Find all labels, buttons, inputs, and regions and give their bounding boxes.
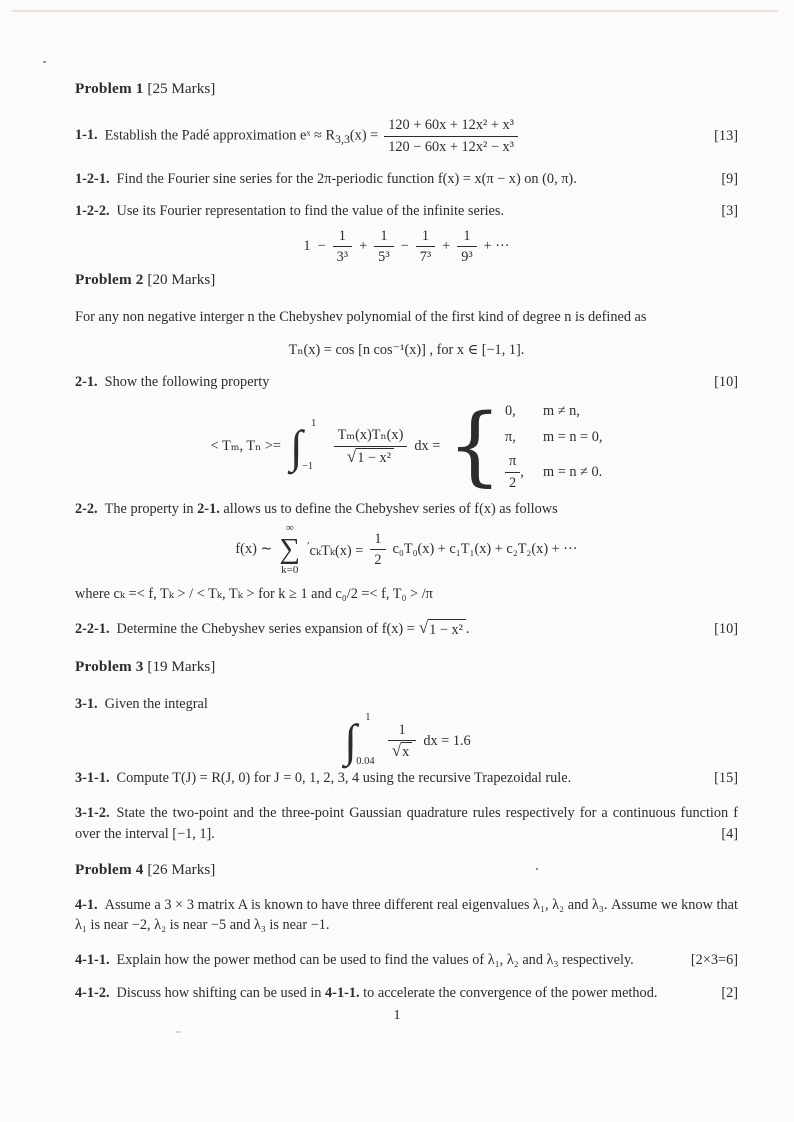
orthogonality-display — [75, 401, 738, 493]
radical-sign — [392, 742, 412, 762]
question-number: 3-1-1. — [75, 770, 110, 787]
fraction-denominator: 2 — [509, 474, 517, 491]
question-1-1-text — [75, 116, 704, 156]
question-1-2-1 — [75, 169, 738, 190]
radicand: √ x — [401, 742, 412, 762]
fraction-denominator — [388, 741, 416, 762]
series-operator: + — [442, 238, 451, 255]
summation-sign — [279, 535, 300, 564]
fraction-numerator: Tₘ(x)Tₙ(x) — [334, 426, 408, 447]
question-3-1-2 — [75, 803, 738, 844]
fraction-numerator: 120 + 60x + 12x² + x³ — [384, 116, 518, 137]
question-1-2-2 — [75, 201, 738, 222]
page-content — [75, 78, 738, 1004]
series-operator: + — [359, 238, 368, 255]
math-expression: dx = 1.6 — [423, 733, 471, 750]
question-reference: 2-1. — [197, 500, 220, 517]
question-number: 4-1-1. — [75, 952, 110, 969]
question-1-1 — [75, 116, 738, 156]
one-half-fraction — [370, 530, 385, 570]
fraction-denominator: 9³ — [461, 249, 473, 266]
definite-integral — [342, 712, 381, 767]
definite-integral — [288, 417, 327, 473]
math-expression: f(x) ∼ — [235, 541, 273, 558]
series-term-fraction — [374, 227, 393, 267]
marks-badge: [4] — [721, 825, 738, 842]
question-4-1-1-text — [75, 950, 681, 971]
question-3-1-1-text — [75, 768, 704, 789]
pade-fraction — [384, 116, 518, 156]
case-condition: m = n ≠ 0. — [543, 464, 603, 481]
fraction-denominator: 2 — [374, 552, 382, 569]
chebyshev-definition-display — [75, 340, 738, 361]
scan-artifact-line — [12, 10, 778, 12]
case-value: 0, — [505, 402, 516, 419]
series-term-fraction — [457, 227, 476, 267]
question-4-1-1 — [75, 950, 738, 971]
scan-artifact-speck — [43, 61, 46, 63]
integral-upper-limit: 1 — [310, 417, 317, 429]
question-4-1 — [75, 895, 738, 936]
integral-upper-limit: 1 — [365, 712, 371, 724]
question-text: Compute T(J) = R(J, 0) for J = 0, 1, 2, 3, 4 using the recursive Trapezoidal rule. — [116, 770, 572, 787]
marks-badge: [15] — [714, 770, 738, 787]
question-number: 3-1-2. — [75, 805, 110, 822]
fraction-numerator: 1 — [333, 227, 352, 248]
fraction-denominator: 3³ — [336, 249, 349, 266]
question-2-1-text — [75, 372, 704, 393]
math-expression: (x) = — [349, 127, 379, 144]
marks-badge: [13] — [714, 127, 738, 144]
cases-expression — [447, 401, 602, 493]
problem-1-heading — [75, 78, 738, 100]
problem-4-marks-total: [26 Marks] — [143, 860, 216, 878]
math-expression: eˣ ≈ R — [296, 127, 336, 144]
question-text: Determine the Chebyshev series expansion of f(x) = — [116, 621, 415, 637]
marks-badge: [9] — [721, 171, 738, 188]
case-row — [505, 427, 602, 448]
question-number: 2-2. — [75, 500, 98, 517]
question-number: 1-1. — [75, 127, 98, 144]
case-row — [505, 452, 602, 492]
fraction-numerator: 1 — [374, 227, 393, 248]
problem-3-heading — [75, 656, 738, 678]
question-2-2 — [75, 499, 738, 520]
math-expression: c₀T₀(x) + c₁T₁(x) + c₂T₂(x) + ··· — [392, 541, 578, 558]
question-4-1-2-text — [75, 983, 711, 1004]
coefficients-line: where cₖ =< f, Tₖ > / < Tₖ, Tₖ > for k ≥ 1 and c₀/2 =< f, T₀ > /π — [75, 586, 433, 603]
question-text: Explain how the power method can be used to find the values of λ₁, λ₂ and λ₃ respectively. — [116, 952, 634, 969]
series-operator: − — [317, 238, 326, 255]
sum-terms — [307, 539, 363, 561]
question-1-2-1-text — [75, 169, 711, 190]
fraction-denominator: 120 − 60x + 12x² − x³ — [388, 138, 514, 155]
case-condition: m ≠ n, — [543, 402, 580, 419]
marks-badge: [3] — [721, 202, 738, 219]
series-term-fraction — [416, 227, 435, 267]
page-number: 1 — [393, 1008, 401, 1023]
question-text: Find the Fourier sine series for the 2π-periodic function f(x) = x(π − x) on (0, π). — [116, 171, 577, 188]
fraction-numerator: 1 — [457, 227, 476, 248]
integrand-fraction — [388, 721, 416, 762]
integrand-fraction — [334, 426, 408, 467]
cases-brace — [447, 406, 502, 488]
fraction-numerator: 1 — [416, 227, 435, 248]
question-text: Use its Fourier representation to find the value of the infinite series. — [116, 202, 505, 219]
question-text: Assume a 3 × 3 matrix A is known to have three different real eigenvalues λ₁, λ₂ and λ₃. Assume we know that λ₁ is near −2, λ₂ is near −5 and λ₃ is near −1. — [75, 896, 738, 934]
question-text: Show the following property — [104, 374, 270, 391]
scan-artifact-speck — [176, 1031, 181, 1033]
period: . — [465, 621, 470, 637]
question-reference: 4-1-1. — [325, 984, 360, 1001]
series-lead: 1 — [303, 238, 311, 255]
question-number: 4-1-2. — [75, 984, 110, 1001]
prime-mark: ′ — [307, 539, 310, 552]
inner-product-lhs: < Tₘ, Tₙ >= — [210, 438, 281, 455]
fraction-denominator: 7³ — [419, 249, 432, 266]
problem-2-marks-total: [20 Marks] — [143, 270, 216, 288]
problem-2-heading — [75, 269, 738, 291]
marks-badge: [10] — [714, 621, 738, 637]
question-number: 4-1. — [75, 896, 98, 913]
question-4-1-2 — [75, 983, 738, 1004]
fraction-numerator: π — [505, 452, 520, 473]
radical-sign — [419, 619, 466, 641]
sum-upper-limit: ∞ — [285, 522, 294, 535]
fraction-denominator — [334, 447, 408, 468]
radicand: √ 1 − x² — [428, 619, 466, 641]
series-term-fraction — [333, 227, 352, 267]
question-text: Establish the Padé approximation — [104, 127, 297, 144]
radicand: √ 1 − x² — [356, 448, 394, 468]
problem-2-intro: For any non negative interger n the Chebyshev polynomial of the first kind of degree n is defined as — [75, 308, 647, 325]
math-subscript: 3,3 — [335, 132, 350, 147]
case-row — [505, 401, 602, 422]
problem-4-title: Problem 4 — [75, 860, 144, 878]
marks-badge: [10] — [714, 374, 738, 391]
integral-display — [75, 712, 738, 767]
problem-1-marks-total: [25 Marks] — [143, 80, 216, 97]
question-2-1 — [75, 372, 738, 393]
case-condition: m = n = 0, — [543, 428, 603, 445]
question-1-2-2-text — [75, 201, 711, 222]
question-number: 1-2-1. — [75, 171, 110, 188]
case-separator: , — [520, 464, 524, 481]
math-expression: Tₙ(x) = cos [n cos⁻¹(x)] , for x ∈ [−1, 1]. — [288, 341, 525, 358]
fraction-denominator: 5³ — [378, 249, 390, 266]
marks-badge: [2×3=6] — [690, 952, 738, 969]
math-expression: cₖTₖ(x) = — [309, 542, 364, 559]
pi-over-two-fraction — [505, 452, 520, 492]
cases-rows — [505, 401, 602, 493]
summation — [279, 523, 300, 576]
problem-3-title: Problem 3 — [75, 657, 144, 675]
question-text: State the two-point and the three-point Gaussian quadrature rules respectively for a continuous function f over the interval [−1, 1]. — [75, 805, 738, 842]
case-value: π, — [505, 428, 516, 445]
question-2-2-1-text — [75, 619, 704, 641]
math-expression: dx = — [414, 438, 441, 455]
fraction-numerator: 1 — [388, 721, 416, 742]
question-text: to accelerate the convergence of the power method. — [359, 984, 658, 1001]
infinite-series-display — [75, 227, 738, 267]
problem-4-heading — [75, 859, 738, 881]
question-text: allows us to define the Chebyshev series of f(x) as follows — [219, 500, 558, 517]
series-operator: − — [400, 238, 409, 255]
fraction-numerator: 1 — [370, 530, 385, 551]
question-3-1 — [75, 694, 738, 715]
question-number: 3-1. — [75, 695, 98, 712]
chebyshev-series-display — [75, 523, 738, 576]
problem-2-title: Problem 2 — [75, 270, 144, 288]
integral-sign — [290, 422, 303, 472]
question-number: 2-1. — [75, 374, 98, 391]
integral-lower-limit: −1 — [301, 461, 314, 473]
problem-3-marks-total: [19 Marks] — [143, 657, 216, 675]
question-3-1-1 — [75, 768, 738, 789]
case-value — [505, 452, 535, 492]
question-number: 2-2-1. — [75, 621, 110, 637]
sum-lower-limit: k=0 — [281, 564, 299, 577]
integral-lower-limit: 0.04 — [356, 755, 375, 767]
question-text: Given the integral — [104, 695, 208, 712]
question-number: 1-2-2. — [75, 202, 110, 219]
question-text: Discuss how shifting can be used in — [116, 984, 326, 1001]
radical-sign — [347, 448, 394, 468]
question-text: The property in — [104, 500, 198, 517]
question-2-2-1 — [75, 619, 738, 641]
integral-sign — [344, 716, 357, 766]
problem-1-title: Problem 1 — [75, 80, 144, 97]
series-tail: + ··· — [483, 238, 510, 255]
marks-badge: [2] — [721, 984, 738, 1001]
